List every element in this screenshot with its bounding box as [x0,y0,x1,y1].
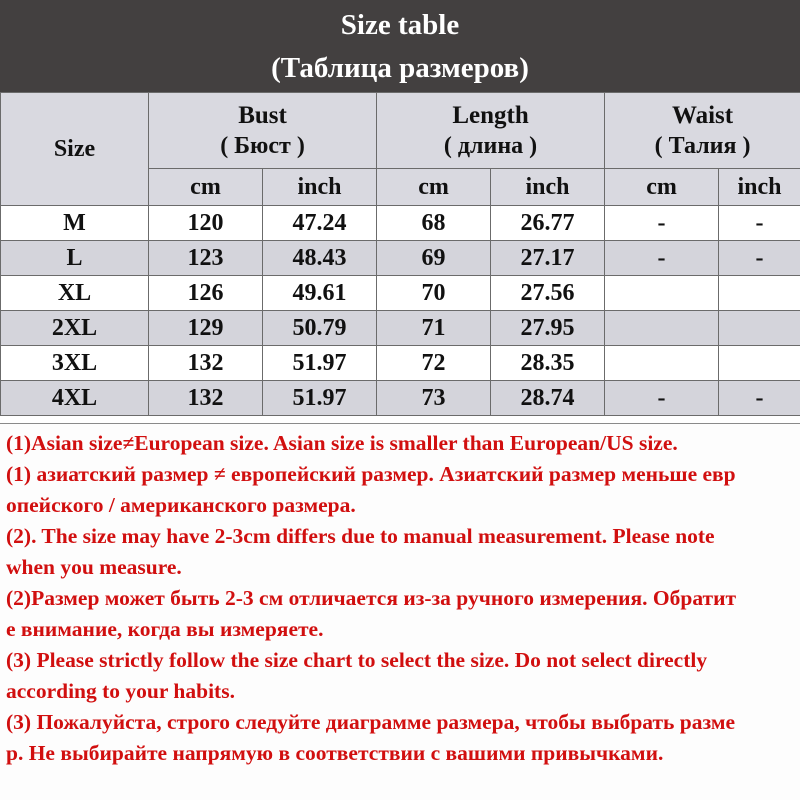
table-cell: 68 [377,206,491,241]
table-cell: 132 [149,381,263,416]
note-line: (2). The size may have 2-3cm differs due to manual measurement. Please note [6,524,715,548]
page-subtitle: (Таблица размеров) [271,52,529,84]
note-line: опейского / американского размера. [6,493,356,517]
table-cell [719,346,800,381]
size-cell: L [1,241,149,276]
size-cell: 4XL [1,381,149,416]
bust-label: Bust [238,101,287,129]
note-line: р. Не выбирайте напрямую в соответствии с вашими привычками. [6,741,664,765]
table-cell [605,346,719,381]
table-cell: 51.97 [263,381,377,416]
table-row [1,311,800,346]
bust-label-ru: ( Бюст ) [220,132,305,159]
table-cell: 49.61 [263,276,377,311]
unit-header: inch [263,169,377,206]
table-row [1,206,800,241]
table-cell: 27.56 [491,276,605,311]
waist-header [605,93,800,169]
table-cell: 71 [377,311,491,346]
title-bar [0,0,800,92]
note-line: е внимание, когда вы измеряете. [6,617,324,641]
table-cell [605,276,719,311]
table-cell: 28.35 [491,346,605,381]
length-header [377,93,605,169]
size-cell: M [1,206,149,241]
table-cell: 50.79 [263,311,377,346]
length-label-ru: ( длина ) [443,132,538,159]
table-cell: 27.17 [491,241,605,276]
table-cell: - [719,381,800,416]
unit-header: cm [149,169,263,206]
note-line: (3) Пожалуйста, строго следуйте диаграмме размера, чтобы выбрать разме [6,710,736,734]
table-cell: 132 [149,346,263,381]
unit-header: inch [491,169,605,206]
table-cell: 69 [377,241,491,276]
note-line: according to your habits. [6,679,235,703]
table-cell: 47.24 [263,206,377,241]
bust-header [149,93,377,169]
note-line: (2)Размер может быть 2-3 см отличается из-за ручного измерения. Обратит [6,586,737,610]
waist-label: Waist [671,101,734,129]
table-cell: 123 [149,241,263,276]
table-cell: 72 [377,346,491,381]
size-cell: XL [1,276,149,311]
table-cell: 26.77 [491,206,605,241]
table-row [1,381,800,416]
note-line: (1)Asian size≠European size. Asian size is smaller than European/US size. [6,431,678,455]
table-cell: 73 [377,381,491,416]
size-notes [0,423,800,800]
table-cell: 120 [149,206,263,241]
table-cell: 48.43 [263,241,377,276]
table-row [1,241,800,276]
table-cell: 51.97 [263,346,377,381]
table-cell [719,311,800,346]
table-cell: - [719,206,800,241]
table-cell: - [605,241,719,276]
table-cell [719,276,800,311]
waist-label-ru: ( Талия ) [654,132,751,159]
size-cell: 3XL [1,346,149,381]
table-cell: 27.95 [491,311,605,346]
size-cell: 2XL [1,311,149,346]
note-line: when you measure. [6,555,182,579]
page-title: Size table [340,9,460,41]
table-cell [605,311,719,346]
table-cell: - [605,206,719,241]
table-cell: 129 [149,311,263,346]
note-line: (1) азиатский размер ≠ европейский размер. Азиатский размер меньше евр [6,462,736,486]
size-column-header: Size [1,93,149,206]
note-line: (3) Please strictly follow the size chart to select the size. Do not select directly [6,648,708,672]
unit-header: cm [605,169,719,206]
table-row [1,346,800,381]
table-cell: - [605,381,719,416]
table-cell: 126 [149,276,263,311]
table-cell: 70 [377,276,491,311]
header-row-groups [1,93,800,169]
unit-header: inch [719,169,800,206]
length-label: Length [452,101,529,129]
table-cell: 28.74 [491,381,605,416]
unit-header: cm [377,169,491,206]
table-cell: - [719,241,800,276]
size-table [0,92,800,416]
table-row [1,276,800,311]
